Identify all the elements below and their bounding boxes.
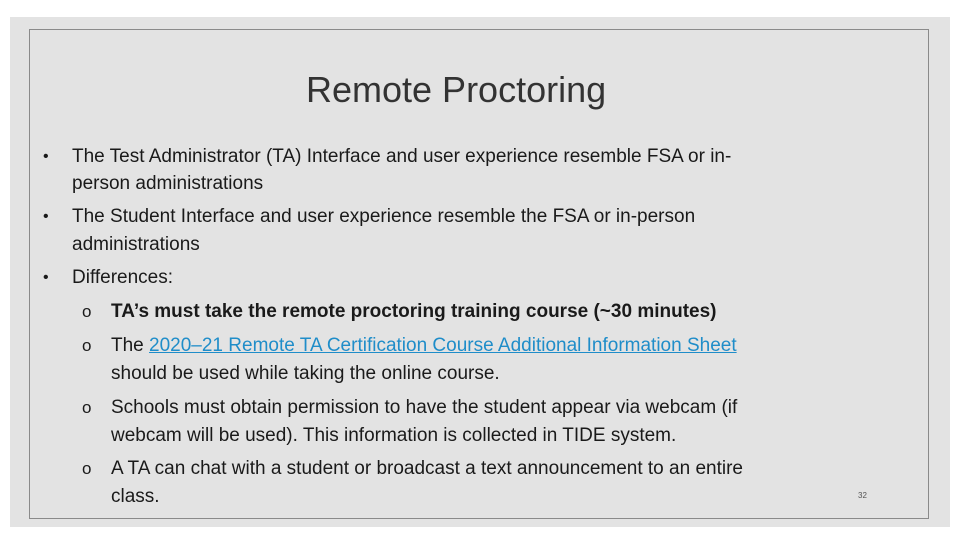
sub-bullet-marker: o (82, 336, 92, 355)
sub-bullet-marker: o (82, 398, 92, 417)
sub-bullet-marker: o (82, 302, 92, 321)
bullet-text: The Test Administrator (TA) Interface and user experience resemble FSA or in- (72, 146, 732, 167)
bullet-marker: • (43, 148, 49, 165)
bullet-marker: • (43, 208, 49, 225)
sub-bullet-text: webcam will be used). This information is collected in TIDE system. (111, 425, 677, 446)
bullet-marker: • (43, 269, 49, 286)
slide-title: Remote Proctoring (306, 69, 607, 110)
bullet-text: Differences: (72, 267, 174, 288)
sub-bullet-marker: o (82, 459, 92, 478)
sub-bullet-text: Schools must obtain permission to have the student appear via webcam (if (111, 397, 738, 418)
bullet-text: The Student Interface and user experience resemble the FSA or in-person (72, 206, 696, 227)
bullet-text: administrations (72, 234, 200, 255)
sub-bullet-prefix: The (111, 335, 150, 356)
info-sheet-link[interactable]: 2020–21 Remote TA Certification Course Additional Information Sheet (149, 335, 737, 356)
sub-bullet-text: TA’s must take the remote proctoring training course (~30 minutes) (111, 301, 717, 322)
sub-bullet-text: class. (111, 486, 160, 507)
page-number: 32 (858, 491, 867, 500)
sub-bullet-text: A TA can chat with a student or broadcast a text announcement to an entire (111, 458, 743, 479)
sub-bullet-text (111, 332, 737, 360)
sub-bullet-text: should be used while taking the online course. (111, 363, 500, 384)
bullet-text: person administrations (72, 173, 264, 194)
